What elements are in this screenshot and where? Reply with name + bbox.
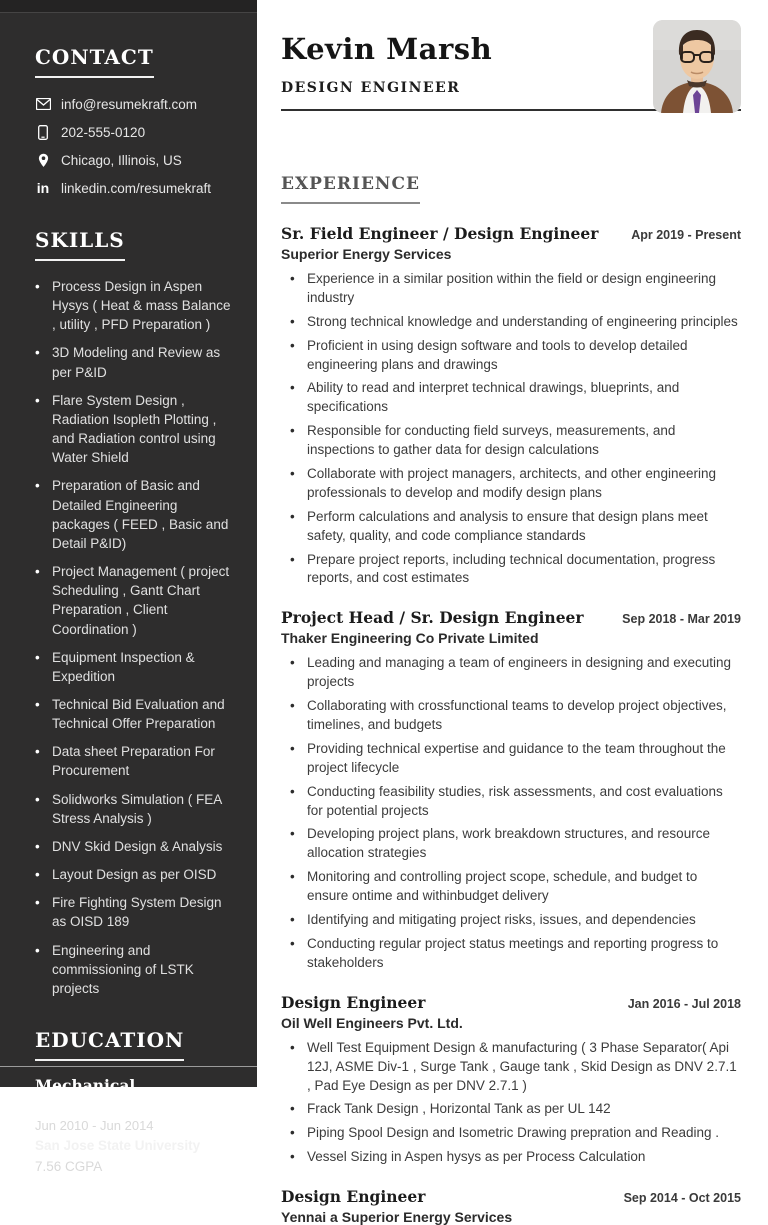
job-bullet: • Conducting feasibility studies, risk assessments, and cost evaluations for potential projects [288,783,741,821]
job-bullet: • Responsible for conducting field surveys, measurements, and inspections to gather data for design calculations [288,422,741,460]
linkedin-icon: in [36,180,50,196]
job-bullet: • Frack Tank Design , Horizontal Tank as per UL 142 [288,1100,741,1119]
education-dates: Jun 2010 - Jun 2014 [35,1118,154,1133]
skill-item: • Project Management ( project Scheduling , Gantt Chart Preparation , Client Coordination ) [35,562,231,639]
job-bullet: • Developing project plans, work breakdown structures, and resource allocation strategies [288,825,741,863]
email-icon [35,96,51,112]
job-company: Oil Well Engineers Pvt. Ltd. [281,1014,463,1031]
job-bullet: • Well Test Equipment Design & manufacturing ( 3 Phase Separator( Api 12J, ASME Div-1 , Surge Tank , Gauge tank , Skid Design as DNV 2.7.1 , Pad Eye Design as per DNV 2.7.1 ) [288,1039,741,1096]
job-bullet: • Collaborate with project managers, architects, and other engineering professionals to develop and modify design plans [288,465,741,503]
job-title: Project Head / Sr. Design Engineer [281,608,584,628]
resume-header [281,20,741,138]
sidebar-top-strip [0,0,257,13]
skill-item: • Technical Bid Evaluation and Technical Offer Preparation [35,695,231,733]
skill-item: • Fire Fighting System Design as OISD 189 [35,893,231,931]
job-bullet: • Leading and managing a team of engineers in designing and executing projects [288,654,741,692]
skills-heading: SKILLS [35,228,125,261]
location-icon [35,152,51,168]
job-title: Sr. Field Engineer / Design Engineer [281,224,599,243]
skill-item: • Preparation of Basic and Detailed Engineering packages ( FEED , Basic and Detail P&ID) [35,476,231,553]
profile-photo [653,20,741,113]
job-bullet: • Perform calculations and analysis to ensure that design plans meet safety, quality, and code compliance standards [288,508,741,546]
job-company: Thaker Engineering Co Private Limited [281,630,539,647]
skill-item: • 3D Modeling and Review as per P&ID [35,343,231,381]
job-bullet: • Providing technical expertise and guidance to the team throughout the project lifecycle [288,740,741,778]
skill-item: • DNV Skid Design & Analysis [35,837,231,856]
contact-phone-text: 202-555-0120 [61,124,146,140]
education-school: San Jose State University [35,1138,201,1153]
resume-main [257,0,768,1225]
contact-email[interactable] [35,96,231,112]
job-title: Design Engineer [281,992,426,1012]
job-company: Yennai a Superior Energy Services [281,1209,513,1225]
job-dates: Jan 2016 - Jul 2018 [627,996,741,1011]
education-heading: EDUCATION [35,1028,184,1061]
skill-item: • Layout Design as per OISD [35,865,231,884]
job-title: Design Engineer [281,1187,426,1207]
job-entry [281,993,741,1167]
job-bullet: • Strong technical knowledge and understanding of engineering principles [288,313,741,332]
contact-linkedin[interactable] [35,180,231,196]
education-gpa: 7.56 CGPA [35,1159,103,1174]
phone-icon [35,124,51,140]
job-entry [281,608,741,972]
job-bullet: • Experience in a similar position within the field or design engineering industry [288,270,741,308]
job-bullet: • Vessel Sizing in Aspen hysys as per Process Calculation [288,1148,741,1167]
skill-item: • Solidworks Simulation ( FEA Stress Analysis ) [35,790,231,828]
job-bullet: • Conducting regular project status meetings and reporting progress to stakeholders [288,935,741,973]
contact-location [35,152,231,168]
job-bullet: • Piping Spool Design and Isometric Drawing prepration and Reading . [288,1124,741,1143]
job-bullet-list [281,270,741,588]
job-entry [281,224,741,588]
job-bullet: • Collaborating with crossfunctional teams to develop project objectives, timelines, and budgets [288,697,741,735]
job-bullet: • Identifying and mitigating project risks, issues, and dependencies [288,911,741,930]
job-bullet: • Ability to read and interpret technical drawings, blueprints, and specifications [288,379,741,417]
skill-item: • Flare System Design , Radiation Isopleth Plotting , and Radiation control using Water Shield [35,391,231,468]
skill-item: • Process Design in Aspen Hysys ( Heat & mass Balance , utility , PFD Preparation ) [35,277,231,334]
job-company: Superior Energy Services [281,246,452,262]
sidebar [0,0,257,1174]
contact-phone[interactable] [35,124,231,140]
job-bullet: • Proficient in using design software and tools to develop detailed engineering plans and drawings [288,337,741,375]
job-dates: Sep 2018 - Mar 2019 [622,612,741,627]
person-name: Kevin Marsh [281,32,493,66]
job-bullet: • Prepare project reports, including technical documentation, progress reports, and cost estimates [288,551,741,589]
job-dates: Apr 2019 - Present [631,228,741,242]
experience-heading: EXPERIENCE [281,174,420,204]
skills-list [35,277,231,998]
contact-location-text: Chicago, Illinois, US [61,152,182,168]
job-entry [281,1187,741,1225]
skill-item: • Equipment Inspection & Expedition [35,648,231,686]
education-section [35,1028,231,1174]
job-bullet-list [281,654,741,972]
contact-email-text: info@resumekraft.com [61,96,197,112]
skills-section [35,228,231,998]
contact-section [35,45,231,196]
job-bullet-list [281,1039,741,1167]
sidebar-divider [0,1066,257,1067]
job-dates: Sep 2014 - Oct 2015 [623,1191,741,1206]
contact-linkedin-text: linkedin.com/resumekraft [61,180,212,196]
contact-heading: CONTACT [35,45,154,78]
skill-item: • Engineering and commissioning of LSTK projects [35,941,231,998]
job-bullet: • Monitoring and controlling project scope, schedule, and budget to ensure ontime and withinbudget delivery [288,868,741,906]
education-degree: Mechanical Engineering [35,1076,142,1114]
skill-item: • Data sheet Preparation For Procurement [35,742,231,780]
person-job-title: DESIGN ENGINEER [281,80,461,96]
